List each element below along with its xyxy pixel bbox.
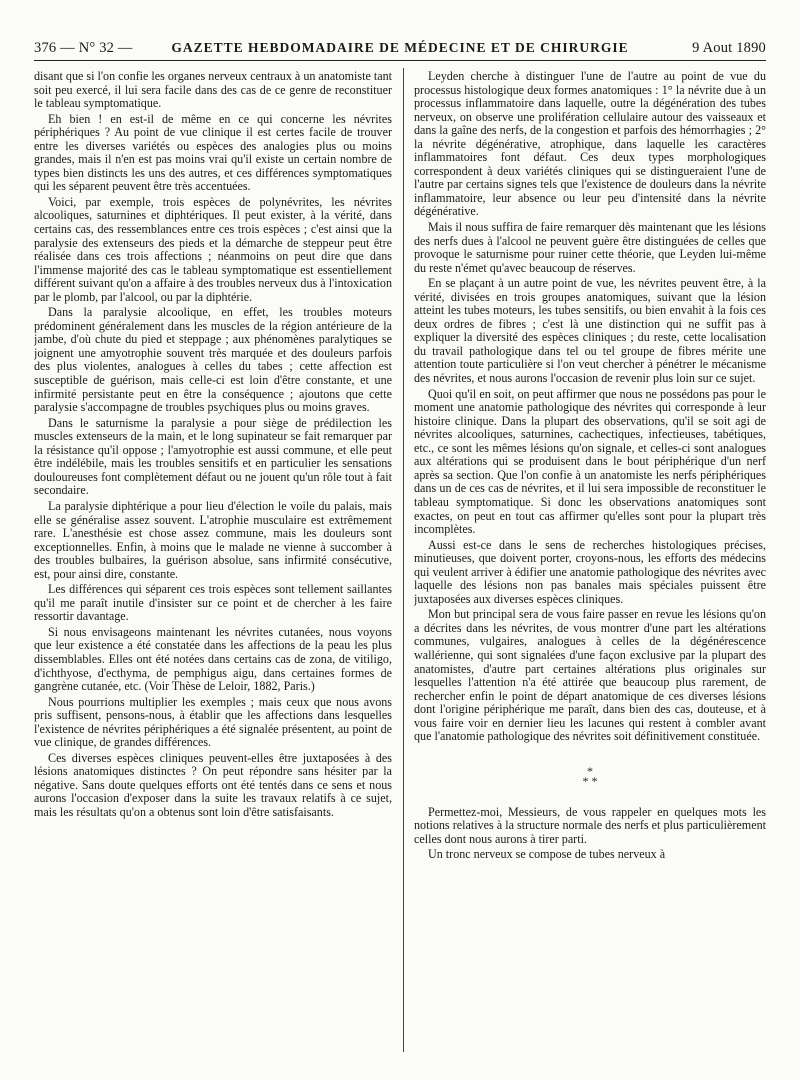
- paragraph: Si nous envisageons maintenant les névrites cutanées, nous voyons que leur existence a été constatée dans les affections de la peau les plus dissemblables. Elles ont été notées dans certains cas de zona, de vitiligo, d'ichthyose, d'ecthyma, de pemphigus aigu, dans certaines formes de gangrène cutanée, etc. (Voir Thèse de Leloir, 1882, Paris.): [34, 624, 392, 694]
- right-column: [414, 70, 766, 1060]
- paragraph: Ces diverses espèces cliniques peuvent-elles être juxtaposées à des lésions anatomiques distinctes ? On peut répondre sans hésiter par la négative. Sans doute quelques efforts ont été tentés dans ce sens et nous aurons l'occasion d'exposer dans la suite les travaux relatifs à ce sujet, mais les résultats qu'on a obtenus sont loin d'être satisfaisants.: [34, 750, 392, 819]
- paragraph: En se plaçant à un autre point de vue, les névrites peuvent être, à la vérité, divisées en trois groupes anatomiques, suivant que la lésion atteint les tubes moteurs, les tubes sensitifs, ou bien envahit à la fois ces deux ordres de fibres ; c'est là une distinction qui ne suffit pas à expliquer la diversité des espèces cliniques ; du reste, cette localisation du travail pathologique dans tel ou tel groupe de fibres mérite une attention toute particulière si l'on veut chercher à pénétrer le mécanisme des névrites, et nous aurons l'occasion de revenir plus loin sur ce sujet.: [414, 276, 766, 386]
- paragraph: Un tronc nerveux se compose de tubes nerveux à: [428, 847, 666, 862]
- paragraph: Dans le saturnisme la paralysie a pour siège de prédilection les muscles extenseurs de la main, et le long supinateur se fait remarquer par la résistance qu'il oppose ; l'amyotrophie est aussi commune, et elle peut être indélébile, mais les troubles sensitifs et en particulier les sensations douloureuses font complètement défaut ou ne jouent qu'un rôle tout à fait secondaire.: [34, 415, 392, 498]
- paragraph: Aussi est-ce dans le sens de recherches histologiques précises, minutieuses, que doivent porter, croyons-nous, les efforts des médecins qui veulent arriver à édifier une anatomie pathologique des névrites avec laquelle des lésions non pas banales mais spéciales puissent être juxtaposées aux diverses espèces cliniques.: [414, 537, 766, 606]
- section-separator: [414, 763, 766, 788]
- paragraph: Voici, par exemple, trois espèces de polynévrites, les névrites alcooliques, saturnines et diphtériques. Il peut exister, à la vérité, dans certains cas, des ressemblances entre ces trois espèces ; c'est ainsi que la paralysie des extenseurs des pieds et la démarche de steppeur peut être réalisée dans ces trois affections ; néanmoins on peut dire que dans l'immense majorité des cas le tableau symptomatique est essentiellement différent suivant qu'on a affaire à des troubles nerveux dus à l'intoxication par le plomb, par l'alcool, ou par la diphtérie.: [34, 194, 392, 304]
- paragraph: disant que si l'on confie les organes nerveux centraux à un anatomiste tant soit peu exercé, il lui sera facile dans des cas de ce genre de reconstituer le tableau symptomatique.: [34, 70, 392, 111]
- paragraph: Dans la paralysie alcoolique, en effet, les troubles moteurs prédominent généralement dans les muscles de la région antérieure de la jambe, d'où chute du pied et steppage ; aux phénomènes paralytiques se joignent une amyotrophie souvent très marquée et des douleurs parfois des plus violentes, analogues à celles du tabes ; cette affection est susceptible de guérison, mais celle-ci est loin d'être constante, et une infirmité persistante peut en être la conséquence ; ajoutons que cette paralysie s'accompagne de troubles psychiques plus ou moins graves.: [34, 305, 392, 415]
- paragraph: Leyden cherche à distinguer l'une de l'autre au point de vue du processus histologique deux formes anatomiques : 1° la névrite due à un processus inflammatoire dans laquelle, outre la dégénération des tubes nerveux, on observe une prolifération cellulaire autour des vaisseaux et dans la gaîne des nerfs, de la congestion et parfois des hémorrhagies ; 2° la névrite dégénérative, atrophique, dans laquelle les caractères inflammatoires font défaut. Ces deux types morphologiques correspondent à deux variétés cliniques qui se distingueraient l'une de l'autre par certains signes tels que l'existence de douleurs dans la névrite inflammatoire, leur absence ou leur peu d'intensité dans la névrite dégénérative.: [414, 70, 766, 219]
- journal-title: GAZETTE HEBDOMADAIRE DE MÉDECINE ET DE CHIRURGIE: [171, 40, 629, 55]
- asterisk-top: *: [587, 763, 593, 778]
- paragraph: Nous pourrions multiplier les exemples ; mais ceux que nous avons pris suffisent, pensons-nous, à établir que les affections dans lesquelles l'existence de névrites périphériques a été signalée présentent, au point de vue clinique, de grandes différences.: [34, 694, 392, 750]
- page-number: 376 — N° 32 —: [34, 40, 133, 56]
- asterisk-bottom: * *: [582, 773, 598, 788]
- column-rule: [403, 68, 404, 1052]
- paragraph: Les différences qui séparent ces trois espèces sont tellement saillantes qu'il me paraît inutile d'insister sur ce point et de chercher à les faire ressortir davantage.: [34, 582, 392, 624]
- paragraph: Mais il nous suffira de faire remarquer dès maintenant que les lésions des nerfs dues à l'alcool ne peuvent guère être distinguées de celles que provoque le saturnisme pour ruiner cette théorie, que Leyden lui-même du reste n'émet qu'avec beaucoup de réserves.: [414, 220, 766, 275]
- paragraph: Permettez-moi, Messieurs, de vous rappeler en quelques mots les notions relatives à la structure normale des nerfs et plus particulièrement celles dont nous aurons à tirer parti.: [414, 804, 766, 846]
- running-header: [34, 38, 766, 61]
- issue-date: 9 Aout 1890: [692, 40, 766, 56]
- paragraph: Eh bien ! en est-il de même en ce qui concerne les névrites périphériques ? Au point de vue clinique il est certes facile de trouver entre les diverses variétés ou espèces des analogies plus ou moins grandes, mais il n'en est pas moins vrai qu'il existe un certain nombre de types bien distincts les uns des autres, et ces différences symptomatiques qui les séparent peuvent être très accentuées.: [34, 111, 392, 194]
- left-column: [34, 70, 392, 1060]
- paragraph: Quoi qu'il en soit, on peut affirmer que nous ne possédons pas pour le moment une anatomie pathologique des névrites qui corresponde à leur histoire clinique. Dans la plupart des observations, qu'il se soit agi de névrites alcooliques, saturnines, cachectiques, infectieuses, tabétiques, etc., ce sont les mêmes lésions qu'on signale, et celles-ci sont analogues aux altérations qui se produisent dans le bout périphérique d'un nerf après sa section. Que l'on confie à un anatomiste les nerfs périphériques dans un de ces cas de névrites, et il lui sera impossible de reconstituer le tableau symptomatique. Si donc les observations anatomiques sont exactes, on peut en tout cas affirmer qu'elles sont pour la plupart très incomplètes.: [414, 386, 766, 537]
- paragraph: Mon but principal sera de vous faire passer en revue les lésions qu'on a décrites dans les névrites, de vous montrer d'une part les altérations communes, vulgaires, analogues à celles de la dégénérescence wallérienne, qui sont signalées d'une façon exclusive par la plupart des anatomistes, d'autre part certaines altérations plus originales sur lesquelles l'attention n'a été attirée que beaucoup plus rarement, de rechercher enfin le point de départ anatomique de ces diverses lésions dont l'origine périphérique me paraît, dans bien des cas, douteuse, et à vous faire voir en dernier lieu les lacunes qui restent à combler avant que l'anatomie pathologique des névrites soit définitivement constituée.: [414, 607, 766, 744]
- paragraph: La paralysie diphtérique a pour lieu d'élection le voile du palais, mais elle se généralise assez souvent. L'atrophie musculaire est extrêmement rare. L'anesthésie est chose assez commune, mais les douleurs sont exceptionnelles. Enfin, à moins que le malade ne vienne à succomber à des troubles bulbaires, la guérison absolue, sans infirmité consécutive, est, pour ainsi dire, constante.: [34, 498, 392, 581]
